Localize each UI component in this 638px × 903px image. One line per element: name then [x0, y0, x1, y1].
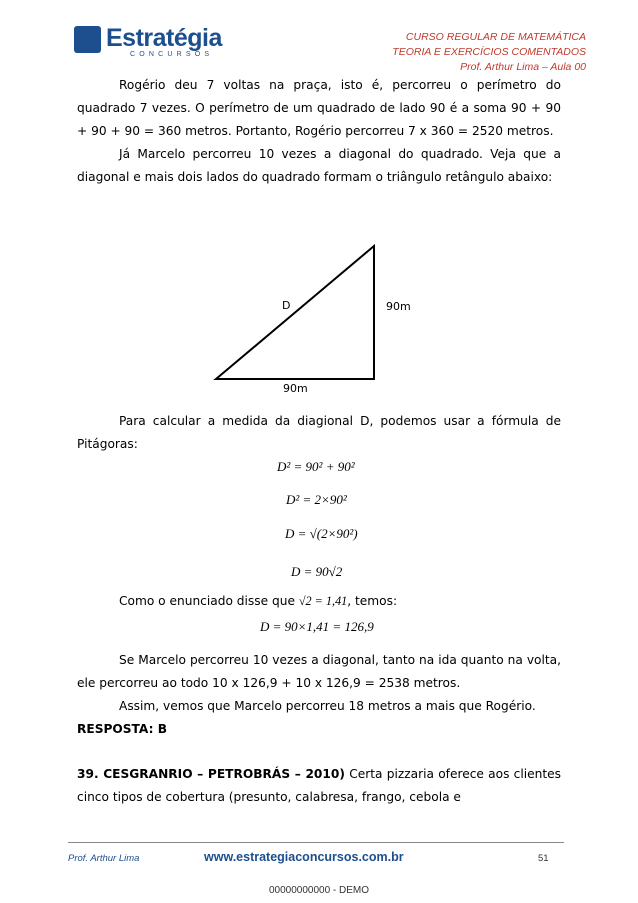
footer-url-link[interactable]: www.estrategiaconcursos.com.br — [204, 850, 404, 864]
text-block-4 — [77, 649, 561, 741]
footer-author: Prof. Arthur Lima — [68, 853, 140, 864]
equation-1: D² = 90² + 90² — [277, 459, 355, 474]
text-block-1 — [77, 74, 561, 189]
demo-watermark: 00000000000 - DEMO — [268, 885, 370, 896]
lesson-info: Prof. Arthur Lima – Aula 00 — [460, 61, 586, 73]
logo-subtext: CONCURSOS — [130, 51, 214, 58]
page-number: 51 — [538, 853, 549, 864]
right-triangle-shape — [216, 246, 374, 379]
equation-3: D = √(2×90²) — [285, 526, 358, 541]
paragraph-rogerio: Rogério deu 7 voltas na praça, isto é, percorreu o perímetro do quadrado 7 vezes. O perímetro de um quadrado de lado 90 é a soma 90 + 90 + 90 + 90 = 360 metros. Portanto, Rogério percorreu 7 x 360 = 2520 metros. — [77, 78, 561, 138]
enunciado-pre: Como o enunciado disse que — [119, 594, 295, 608]
label-diagonal: D — [282, 299, 291, 312]
question-39-source: 39. CESGRANRIO – PETROBRÁS – 2010) — [77, 767, 345, 781]
footer-divider — [68, 842, 564, 843]
paragraph-pitagoras: Para calcular a medida da diagional D, podemos usar a fórmula de Pitágoras: — [77, 414, 561, 451]
equation-5: D = 90×1,41 = 126,9 — [260, 619, 374, 634]
paragraph-conclusion: Assim, vemos que Marcelo percorreu 18 metros a mais que Rogério. — [119, 699, 536, 713]
equation-2: D² = 2×90² — [286, 492, 347, 507]
triangle-figure — [210, 240, 430, 400]
course-header — [392, 30, 586, 75]
logo-text: Estratégia — [106, 24, 222, 52]
sqrt-value: √2 = 1,41 — [298, 594, 348, 608]
question-39-text: Certa pizzaria oferece aos clientes cinco tipos de cobertura (presunto, calabresa, frango, cebola e — [77, 767, 562, 804]
answer-line: RESPOSTA: B — [77, 722, 167, 736]
text-block-2 — [77, 410, 561, 456]
label-base: 90m — [283, 382, 308, 395]
logo-owl-icon — [74, 26, 101, 53]
text-block-3 — [77, 590, 561, 613]
course-subtitle: TEORIA E EXERCÍCIOS COMENTADOS — [392, 46, 586, 58]
enunciado-post: , temos: — [347, 594, 398, 608]
paragraph-marcelo: Já Marcelo percorreu 10 vezes a diagonal do quadrado. Veja que a diagonal e mais dois lados do quadrado formam o triângulo retângulo abaixo: — [77, 147, 561, 184]
course-title: CURSO REGULAR DE MATEMÁTICA — [405, 31, 586, 43]
estrategia-logo — [74, 24, 224, 60]
text-block-5 — [77, 763, 561, 809]
equation-4: D = 90√2 — [291, 564, 343, 579]
paragraph-total: Se Marcelo percorreu 10 vezes a diagonal, tanto na ida quanto na volta, ele percorreu ao todo 10 x 126,9 + 10 x 126,9 = 2538 metros. — [77, 653, 561, 690]
label-side: 90m — [386, 300, 411, 313]
paragraph-enunciado — [77, 590, 561, 613]
question-39 — [77, 763, 561, 809]
